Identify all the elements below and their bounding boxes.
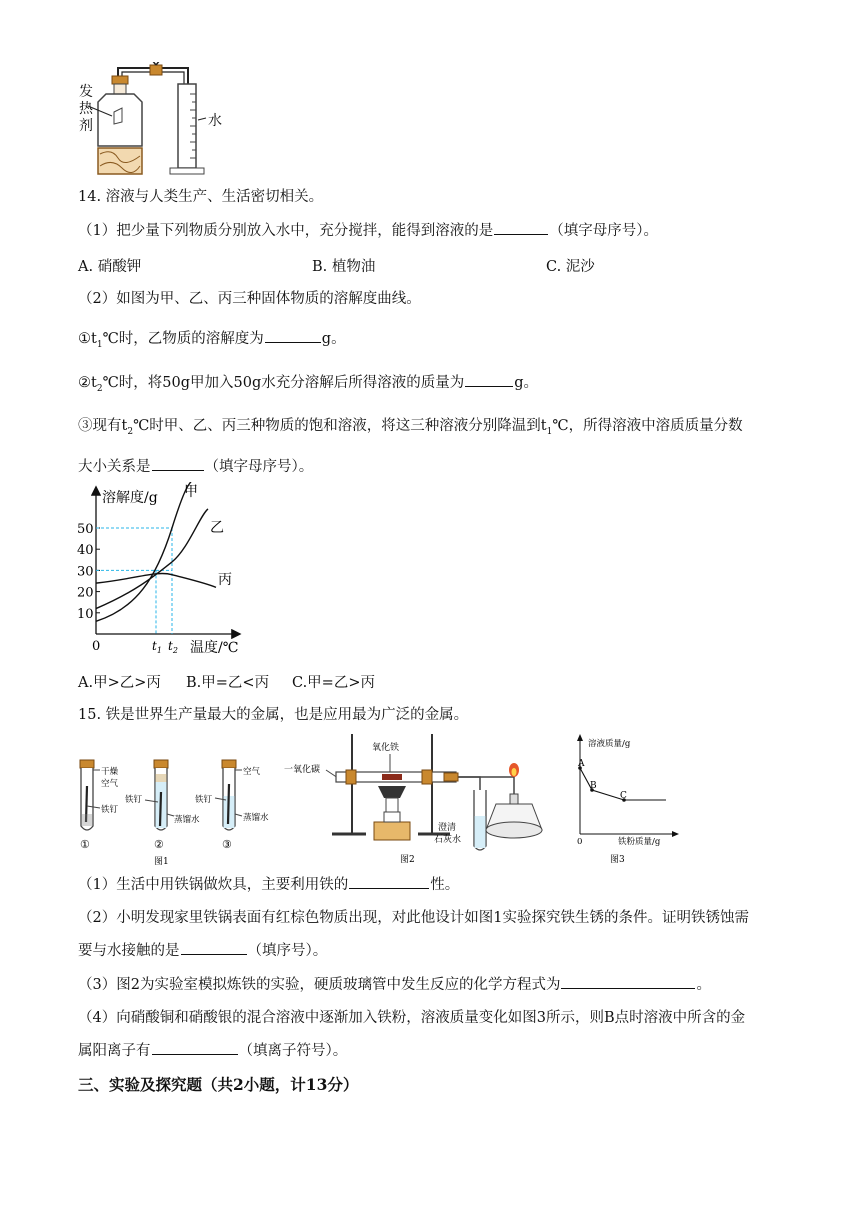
series-label-jia: 甲 [184,484,198,500]
q14-sub3-c: ℃，所得溶液中溶质质量分数 [552,418,743,434]
tube3-number: ③ [222,838,232,851]
figure-3-caption: 图3 [610,855,625,865]
q15-part4-text: 属阳离子有 [78,1043,151,1059]
q14-sub3-sub1: 2 [127,426,134,437]
q14-sub3-end: （填字母序号）。 [204,459,314,475]
co-label: 一氧化碳 [284,765,321,775]
series-label-yi: 乙 [210,520,224,536]
y-tick-label: 30 [77,564,94,580]
fig3-point-a: A [578,759,585,769]
heat-pack-label [79,84,95,135]
q14-sub2-sub: 2 [96,383,103,394]
x-tick-label: $t_2$ [168,639,178,655]
limewater-label-2: 石灰水 [434,835,462,845]
q15-part2-text: 要与水接触的是 [78,943,180,959]
x-tick-label: $t_1$ [152,639,162,655]
q15-part1-text: （1）生活中用铁锅做炊具，主要利用铁的 [78,877,349,893]
q15-part3 [78,974,711,995]
q15-part4-blank[interactable] [152,1040,238,1055]
fig3-point-b: B [590,781,597,791]
q14-sub3-line2 [78,456,313,477]
q14-sub3-option-c: C.甲=乙>丙 [292,675,375,691]
y-tick-label: 20 [77,585,94,601]
q14-sub3-blank[interactable] [152,456,204,471]
figure-1-tubes [74,756,294,866]
figure-2-caption: 图2 [400,855,415,865]
tube1-label-3: 铁钉 [101,805,119,815]
tube2-label-1: 铁钉 [125,795,143,805]
y-tick-label: 50 [77,522,94,537]
solubility-chart [74,482,264,660]
q14-sub3-option-a: A.甲>乙>丙 [78,675,161,691]
q14-sub2 [78,372,538,399]
label-char-1: 发 [79,84,93,100]
fe2o3-label: 氧化铁 [372,743,400,753]
q14-sub2-b: ℃时，将50g甲加入50g水充分溶解后所得溶液的质量为 [102,375,465,391]
section-3-heading: 三、实验及探究题（共2小题，计13分） [78,1075,359,1094]
q14-sub1-end: g。 [321,331,346,347]
tube2-label-2: 蒸馏水 [174,815,200,825]
q14-sub3-line2-text: 大小关系是 [78,459,151,475]
chart-origin: 0 [92,639,101,654]
q15-part4-line1: （4）向硝酸铜和硝酸银的混合溶液中逐渐加入铁粉，溶液质量变化如图3所示，则B点时溶液中所含的金 [78,1010,746,1026]
q15-part2-blank[interactable] [181,940,247,955]
q14-sub3-a: ③现有t [78,418,128,434]
tube1-number: ① [80,838,90,851]
q14-sub1-b: ℃时，乙物质的溶解度为 [102,331,264,347]
label-char-2: 热 [79,101,93,117]
q15-part4-line2 [78,1040,347,1061]
tube2-number: ② [154,838,164,851]
q15-part2-line1: （2）小明发现家里铁锅表面有红棕色物质出现，对此他设计如图1实验探究铁生锈的条件。证明铁锈蚀需 [78,910,749,926]
q15-part4-end: （填离子符号）。 [238,1043,348,1059]
label-char-3: 剂 [79,118,93,134]
q15-title: 15. 铁是世界生产量最大的金属，也是应用最为广泛的金属。 [78,707,469,723]
q15-part1 [78,874,459,895]
q15-part2-end: （填序号）。 [247,943,328,959]
q15-part1-end: 性。 [430,877,460,893]
water-label: 水 [208,113,222,129]
q14-sub1-blank[interactable] [265,328,321,343]
q14-option-a: A. 硝酸钾 [78,259,142,275]
q14-sub2-end: g。 [514,375,539,391]
tube3-label-3: 蒸馏水 [243,813,269,823]
q14-title: 14. 溶液与人类生产、生活密切相关。 [78,189,324,205]
q14-option-b: B. 植物油 [312,259,376,275]
q14-sub2-blank[interactable] [465,372,513,387]
q15-part3-end: 。 [696,977,711,993]
y-tick-label: 40 [77,543,94,559]
limewater-label-1: 澄清 [438,823,457,833]
tube3-label-2: 铁钉 [195,795,213,805]
q14-sub3 [78,416,743,442]
tube1-label-2: 空气 [101,779,119,789]
q14-option-c: C. 泥沙 [546,259,595,275]
chart-xlabel: 温度/℃ [190,640,239,656]
q15-part2-line2 [78,940,327,961]
q14-sub1-sub: 1 [96,339,103,350]
q14-part1-text: （1）把少量下列物质分别放入水中，充分搅拌，能得到溶液的是 [78,223,494,239]
q15-part3-blank[interactable] [561,974,695,989]
chart-ylabel: 溶解度/g [102,490,158,506]
series-label-bing: 丙 [218,572,232,588]
q14-sub1-a: ①t [78,331,97,347]
q15-part1-blank[interactable] [349,874,429,889]
figure-2-smelting-apparatus [282,730,558,866]
y-tick-label: 10 [77,606,94,622]
q14-part1 [78,220,658,241]
tube1-label-1: 干燥 [101,767,119,777]
q14-sub2-a: ②t [78,375,97,391]
fig3-xlabel: 铁粉质量/g [618,837,661,847]
q14-part2: （2）如图为甲、乙、丙三种固体物质的溶解度曲线。 [78,291,421,307]
figure-1-caption: 图1 [154,857,169,866]
q14-part1-blank[interactable] [494,220,548,235]
q14-part1-end: （填字母序号）。 [549,223,658,239]
fig3-point-c: C [620,791,627,801]
q15-part3-text: （3）图2为实验室模拟炼铁的实验，硬质玻璃管中发生反应的化学方程式为 [78,977,561,993]
series-line-yi [96,509,208,609]
tube3-label-1: 空气 [243,767,261,777]
figure-3-chart [570,732,682,866]
q14-sub3-sub2: 1 [546,426,553,437]
q14-sub1 [78,328,346,355]
fig3-ylabel: 溶液质量/g [588,739,631,749]
q14-sub3-b: ℃时甲、乙、丙三种物质的饱和溶液，将这三种溶液分别降温到t [133,418,547,434]
fig3-origin: 0 [577,837,583,847]
q14-sub3-option-b: B.甲=乙<丙 [186,675,270,691]
